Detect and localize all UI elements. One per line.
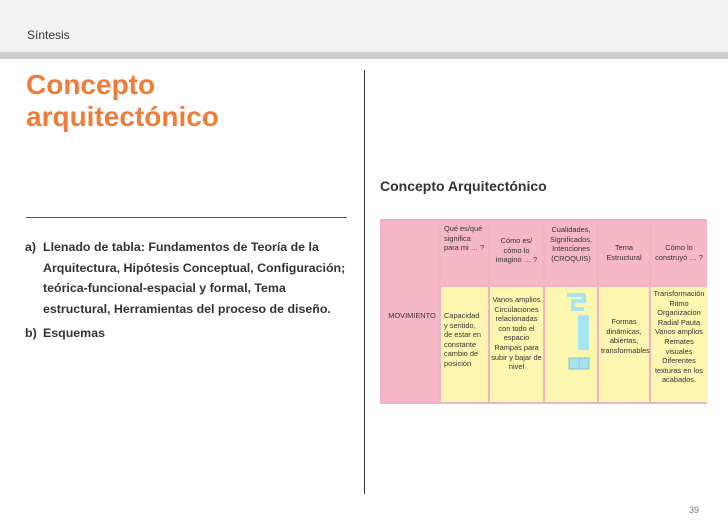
page-title: Concepto arquitectónico <box>26 69 219 132</box>
page-number: 39 <box>689 505 700 515</box>
list-marker: b) <box>25 326 37 340</box>
table-header: Tema Estructural <box>599 222 649 285</box>
table-header: Cómo lo construyó … ? <box>651 222 707 285</box>
header-divider-bar <box>0 52 728 59</box>
table-header: Cualidades, Significados, Intenciones (CROQUIS) <box>545 222 597 285</box>
table-title: Concepto Arquitectónico <box>380 178 547 194</box>
header-band <box>0 0 728 58</box>
row-label: MOVIMIENTO <box>388 311 436 320</box>
table-cell: Vanos amplios Circulaciones relacionadas con todo el espacio Rampas para subir y bajar de nivel <box>490 287 543 402</box>
table-cell: Transformación Ritmo Organizacion Radial Pauta Vanos amplios Remates visuales Diferentes texturas en los acabados. <box>651 287 707 402</box>
table-header: Qué es/qué significa para mi … ? <box>441 222 488 285</box>
table-cell: Formas dinámicas, abiertas, transformables <box>599 287 649 402</box>
list-item <box>25 323 355 344</box>
list-item-text: Esquemas <box>43 326 105 340</box>
vertical-divider <box>364 70 365 494</box>
task-list <box>25 237 355 344</box>
table-cell: Capacidad y sentido, de estar en constante cambio de posición <box>441 287 488 402</box>
list-item <box>25 237 355 319</box>
title-rule <box>26 217 347 218</box>
section-title: Síntesis <box>27 28 70 42</box>
movement-sketch-icon <box>566 293 590 373</box>
table-header: Cómo es/ cómo lo imagino … ? <box>490 222 543 285</box>
list-item-text: Llenado de tabla: Fundamentos de Teoría de la Arquitectura, Hipótesis Conceptual, Configuración; teórica-funcional-espacial y formal, Tema estructural, Herramientas del proceso de diseño. <box>43 240 346 316</box>
list-marker: a) <box>25 240 37 254</box>
